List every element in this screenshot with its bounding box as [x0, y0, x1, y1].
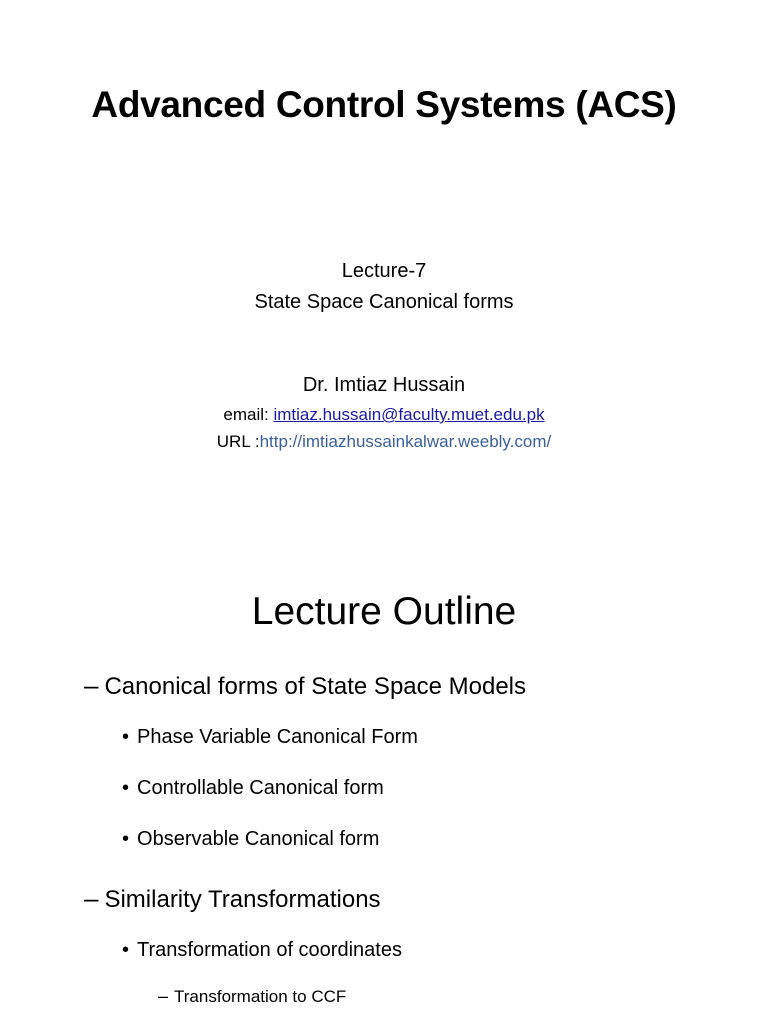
bullet-marker: •: [122, 777, 130, 799]
outline-item-text: Similarity Transformations: [104, 886, 381, 913]
bullet-marker: •: [122, 939, 130, 961]
outline-item-phase-variable: [122, 726, 418, 749]
outline-item-controllable: [122, 777, 384, 800]
dash-marker: –: [158, 986, 169, 1006]
outline-item-transformation-coordinates: [122, 939, 402, 962]
lecture-number: Lecture-7: [341, 260, 427, 282]
dash-marker: –: [84, 670, 99, 700]
outline-item-similarity: [84, 883, 381, 914]
url-link[interactable]: http://imtiazhussainkalwar.weebly.com/: [259, 432, 552, 451]
outline-title: Lecture Outline: [251, 590, 517, 633]
bullet-marker: •: [122, 726, 130, 748]
outline-slide: [0, 576, 768, 1024]
dash-marker: –: [84, 883, 99, 913]
url-line: [0, 432, 768, 452]
outline-item-text: Transformation of coordinates: [137, 939, 402, 961]
author-name: Dr. Imtiaz Hussain: [302, 374, 466, 396]
email-label: email:: [223, 405, 274, 424]
outline-item-transformation-ccf: [158, 986, 346, 1007]
outline-item-text: Controllable Canonical form: [137, 777, 384, 799]
outline-item-text: Phase Variable Canonical Form: [137, 726, 418, 748]
email-link[interactable]: imtiaz.hussain@faculty.muet.edu.pk: [273, 405, 545, 424]
slide-title: Advanced Control Systems (ACS): [91, 84, 677, 125]
outline-item-text: Transformation to CCF: [174, 987, 347, 1006]
outline-item-text: Canonical forms of State Space Models: [104, 673, 527, 700]
bullet-marker: •: [122, 828, 130, 850]
url-label: URL :: [216, 432, 260, 451]
outline-item-observable: [122, 828, 379, 851]
outline-item-text: Observable Canonical form: [137, 828, 380, 850]
lecture-topic: State Space Canonical forms: [254, 291, 514, 313]
email-line: [0, 405, 768, 425]
outline-item-canonical-forms: [84, 670, 526, 701]
